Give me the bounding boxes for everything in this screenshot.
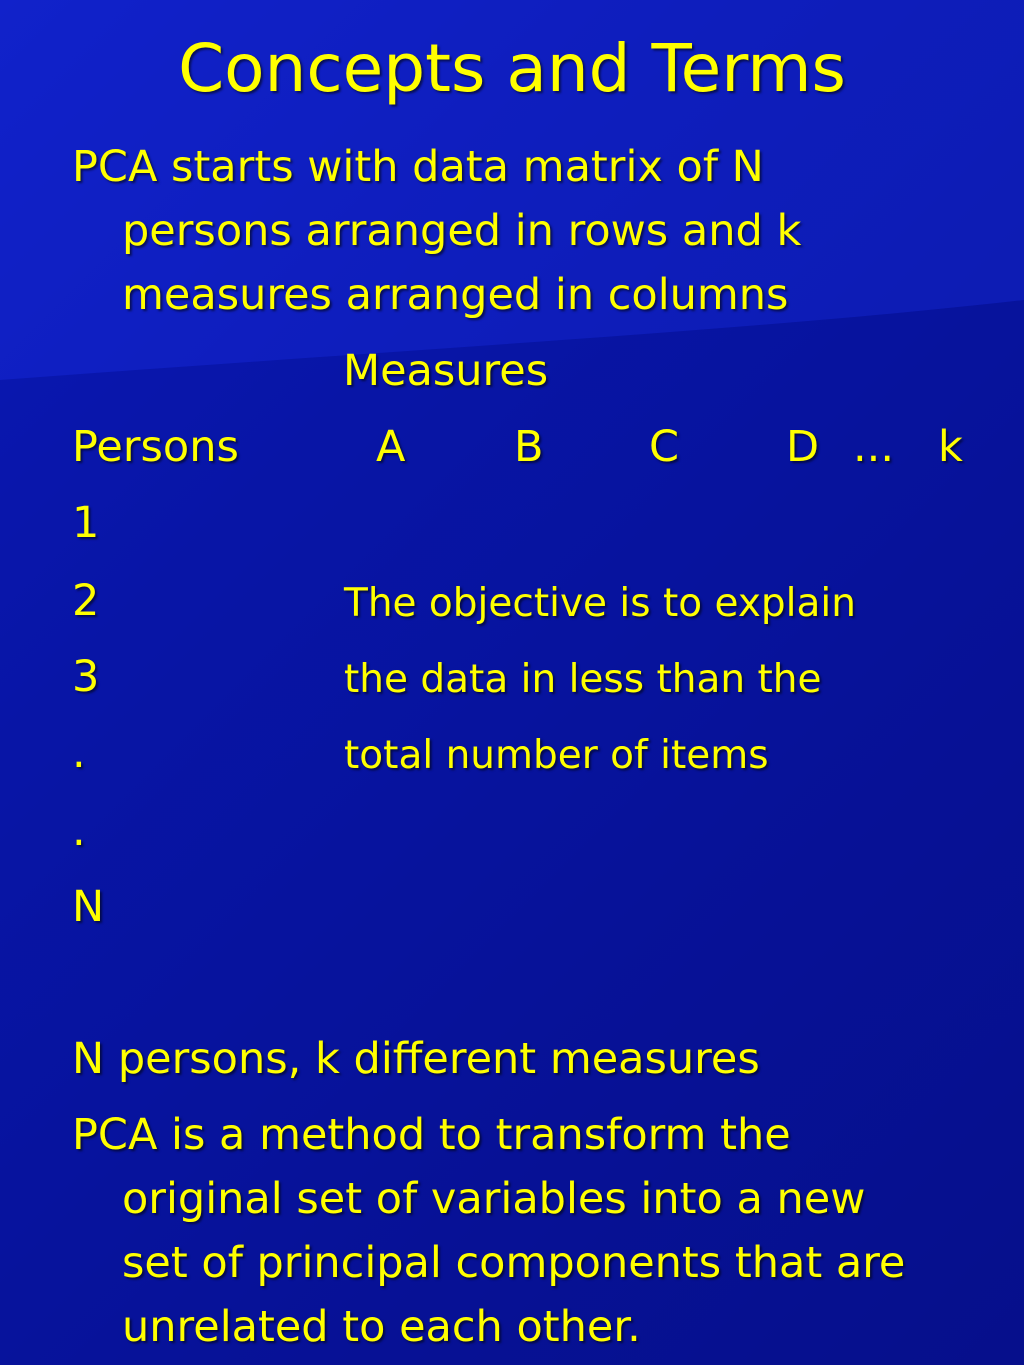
row-label-dot-1: . [72, 728, 86, 778]
definition-line-4: unrelated to each other. [122, 1302, 641, 1352]
row-label-2: 2 [72, 576, 100, 626]
column-header-d: D [786, 422, 820, 472]
persons-label: Persons [72, 422, 239, 472]
objective-line-3: total number of items [344, 733, 769, 778]
row-label-3: 3 [72, 652, 100, 702]
summary-line: N persons, k different measures [72, 1034, 760, 1084]
row-label-1: 1 [72, 498, 100, 548]
column-header-b: B [514, 422, 544, 472]
row-label-n: N [72, 882, 105, 932]
measures-label: Measures [343, 346, 549, 396]
definition-line-2: original set of variables into a new [122, 1174, 866, 1224]
row-label-dot-2: . [72, 806, 86, 856]
objective-line-2: the data in less than the [344, 657, 822, 702]
intro-line-3: measures arranged in columns [122, 270, 789, 320]
column-header-c: C [649, 422, 680, 472]
column-header-a: A [376, 422, 406, 472]
intro-line-2: persons arranged in rows and k [122, 206, 802, 256]
column-header-ellipsis: ... [853, 422, 895, 472]
objective-line-1: The objective is to explain [344, 581, 856, 626]
slide-title: Concepts and Terms [178, 30, 846, 107]
definition-line-3: set of principal components that are [122, 1238, 906, 1288]
definition-line-1: PCA is a method to transform the [72, 1110, 791, 1160]
intro-line-1: PCA starts with data matrix of N [72, 142, 764, 192]
column-header-k: k [938, 422, 963, 472]
